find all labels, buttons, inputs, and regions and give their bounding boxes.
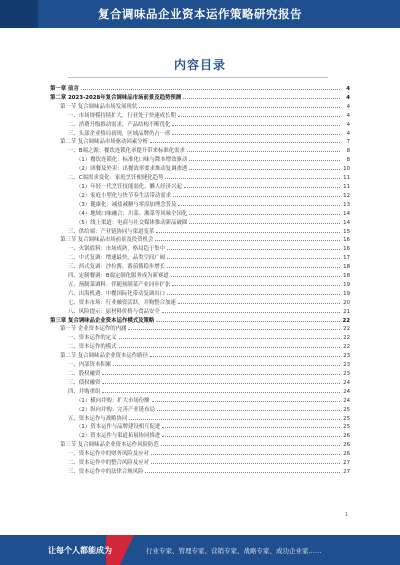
toc-entry-title: 一、市场规模持续扩大，行业处于快速成长期 — [68, 112, 176, 119]
toc-entry[interactable] — [50, 102, 350, 111]
toc-entry-page: 15 — [343, 228, 350, 235]
toc-entry-page: 23 — [343, 362, 350, 369]
toc-leader-dots — [172, 280, 340, 286]
toc-entry[interactable] — [50, 111, 350, 120]
toc-entry-title: 三、资本运作中的法律合规风险 — [68, 468, 144, 475]
toc-leader-dots — [172, 129, 340, 135]
toc-entry[interactable] — [50, 414, 350, 423]
footer-slogan: 让每个人都能成为 — [48, 546, 112, 555]
toc-entry[interactable] — [50, 458, 350, 467]
toc-entry-title: 三、供给端：产业链协同与渠道变革 — [68, 228, 155, 235]
toc-entry-title: 第三章 复合调味品企业资本运作模式及策略 — [50, 317, 155, 324]
toc-leader-dots — [189, 218, 340, 224]
toc-leader-dots — [150, 351, 340, 357]
toc-entry-page: 14 — [343, 219, 350, 226]
toc-entry-page: 19 — [343, 281, 350, 288]
toc-entry-title: 二、资本运作中的整合风险及应对 — [68, 460, 149, 467]
toc-entry-page: 21 — [343, 308, 350, 315]
toc-entry-title: 一、火锅底料：市场成熟，格局趋于集中 — [68, 246, 166, 253]
toc-leader-dots — [119, 342, 340, 348]
toc-leader-dots — [155, 235, 340, 241]
toc-entry-title: 四、并购重组 — [68, 388, 101, 395]
toc-leader-dots — [162, 422, 340, 428]
toc-entry[interactable] — [50, 146, 350, 155]
toc-entry-page: 4 — [346, 103, 350, 110]
toc-entry-title: 第三节 复合调味品企业资本运作风险防范 — [60, 442, 159, 449]
toc-entry[interactable] — [50, 333, 350, 342]
toc-entry-page: 24 — [343, 379, 350, 386]
toc-leader-dots — [161, 440, 340, 446]
toc-entry[interactable] — [50, 209, 350, 218]
toc-entry-title: 五、资本运作与战略协同 — [68, 415, 128, 422]
toc-entry-title: 四、定制餐调：B端定制化服务成为新赛道 — [68, 273, 169, 280]
toc-entry-page: 26 — [343, 451, 350, 458]
toc-entry[interactable] — [50, 129, 350, 138]
toc-leader-dots — [167, 244, 340, 250]
toc-entry-page: 24 — [343, 397, 350, 404]
toc-entry-title: 三、头部企业格局初现，区域品牌仍占一席 — [68, 130, 171, 137]
toc-entry-title: 第二节 复合调味品企业资本运作路径 — [60, 353, 148, 360]
toc-entry-title: 一、B端之源：餐饮连锁化率提升带来标准化需求 — [68, 148, 185, 155]
toc-leader-dots — [102, 378, 340, 384]
toc-entry-page: 23 — [343, 371, 350, 377]
toc-entry[interactable] — [50, 120, 350, 129]
toc-entry-title: 第二节 复合调味品市场驱动因素分析 — [60, 139, 148, 146]
toc-entry-title: （2）纵向并购：完善产业链布局 — [76, 406, 155, 413]
toc-leader-dots — [172, 120, 340, 126]
toc-entry-page: 27 — [343, 468, 350, 475]
toc-entry-page: 19 — [343, 290, 350, 297]
toc-entry-title: 二、消费升级推动需求，产品结构不断优化 — [68, 121, 171, 128]
toc-leader-dots — [102, 369, 340, 375]
toc-entry-title: 第一节 复合调味品市场发展现状 — [60, 103, 138, 110]
toc-leader-dots — [162, 431, 340, 437]
toc-entry-page: 22 — [342, 317, 350, 324]
toc-entry-page: 4 — [346, 94, 350, 101]
toc-entry-page: 8 — [346, 148, 350, 155]
toc-entry[interactable] — [50, 440, 350, 449]
toc-entry-page: 13 — [343, 201, 350, 208]
toc-leader-dots — [167, 289, 340, 295]
toc-entry-title: 第一节 企业资本运作的内涵 — [60, 326, 127, 333]
toc-entry[interactable] — [50, 396, 350, 405]
page-number: 1 — [344, 512, 348, 518]
toc-entry-page: 18 — [343, 273, 350, 280]
toc-entry-title: 三、债权融资 — [68, 379, 101, 386]
toc-entry-page: 18 — [343, 264, 350, 271]
toc-entry-page: 24 — [343, 388, 350, 395]
table-of-contents — [50, 84, 350, 476]
toc-entry-title: 二、资本运作的模式 — [68, 344, 117, 351]
toc-entry[interactable] — [50, 324, 350, 333]
toc-entry-title: 一、资本运作中的财务风险及应对 — [68, 451, 149, 458]
toc-entry[interactable] — [50, 262, 350, 271]
toc-leader-dots — [151, 458, 340, 464]
toc-entry[interactable] — [50, 422, 350, 431]
footer-tagline: 行业专家、管理专家、营销专家、战略专家、成功企业家…… — [146, 547, 322, 555]
toc-leader-dots — [171, 271, 340, 277]
toc-entry[interactable] — [50, 360, 350, 369]
toc-entry[interactable] — [50, 449, 350, 458]
toc-entry[interactable] — [50, 307, 350, 316]
toc-leader-dots — [81, 84, 340, 90]
toc-entry[interactable] — [50, 155, 350, 164]
toc-entry-page: 14 — [343, 210, 350, 217]
toc-entry[interactable] — [50, 431, 350, 440]
toc-entry-page: 25 — [343, 406, 350, 413]
toc-entry-title: （2）资本运作与渠道拓展协同推进 — [76, 433, 161, 440]
toc-leader-dots — [139, 102, 340, 108]
toc-entry-page: 4 — [346, 112, 350, 119]
toc-entry[interactable] — [50, 378, 350, 387]
toc-leader-dots — [151, 449, 340, 455]
toc-entry[interactable] — [50, 84, 350, 93]
report-header-bar — [0, 0, 400, 28]
toc-entry[interactable] — [50, 218, 350, 227]
toc-entry[interactable] — [50, 351, 350, 360]
toc-entry-title: 七、资本市场：行业融资活跃，并购整合加速 — [68, 299, 176, 306]
toc-entry[interactable] — [50, 235, 350, 244]
toc-title: 内容目录 — [173, 58, 226, 72]
toc-entry-title: 三、西式复调：沙拉酱、番茄酱稳步增长 — [68, 264, 166, 271]
toc-entry[interactable] — [50, 342, 350, 351]
toc-entry[interactable] — [50, 369, 350, 378]
toc-entry-title: （2）团餐及外卖：出餐效率要求推动复调渗透 — [76, 166, 188, 173]
toc-leader-dots — [162, 307, 340, 313]
toc-entry[interactable] — [50, 253, 350, 262]
toc-entry-title: 一、资本运作的定义 — [68, 335, 117, 342]
toc-entry-page: 23 — [343, 353, 350, 360]
toc-entry[interactable] — [50, 316, 350, 325]
toc-leader-dots — [173, 191, 340, 197]
footer-bar — [0, 535, 400, 565]
toc-entry-page: 17 — [343, 255, 350, 262]
toc-entry-title: 第一章 前言 — [50, 86, 79, 92]
toc-entry-page: 8 — [346, 157, 350, 164]
toc-entry-title: 六、出海机遇：中餐国际化带动复调出口 — [68, 290, 166, 297]
toc-leader-dots — [184, 182, 340, 188]
toc-entry-title: （1）横向并购：扩大市场份额 — [76, 397, 150, 404]
toc-entry-title: 第三节 复合调味品市场前景及投资机会 — [60, 237, 154, 244]
toc-leader-dots — [165, 173, 340, 179]
toc-leader-dots — [129, 414, 340, 420]
toc-entry-page: 11 — [343, 183, 350, 190]
toc-leader-dots — [119, 333, 340, 339]
toc-entry-title: （5）线上渠道：电商与社交媒体推动新品破圈 — [76, 219, 188, 226]
toc-entry-page: 26 — [343, 433, 350, 440]
toc-leader-dots — [189, 155, 340, 161]
toc-entry-page: 4 — [346, 130, 350, 137]
toc-entry[interactable] — [50, 164, 350, 173]
toc-entry-page: 22 — [343, 344, 350, 351]
toc-entry-title: （1）年轻一代烹饪技能弱化，懒人经济兴起 — [76, 183, 182, 190]
toc-entry-page: 20 — [343, 299, 350, 306]
toc-leader-dots — [167, 253, 340, 259]
toc-leader-dots — [128, 324, 340, 330]
toc-entry[interactable] — [50, 467, 350, 476]
toc-leader-dots — [167, 262, 340, 268]
toc-entry[interactable] — [50, 280, 350, 289]
toc-entry[interactable] — [50, 387, 350, 396]
toc-entry[interactable] — [50, 137, 350, 146]
toc-entry-page: 22 — [343, 335, 350, 342]
toc-entry-page: 25 — [343, 424, 350, 431]
toc-entry-page: 22 — [343, 326, 350, 333]
toc-leader-dots — [178, 200, 340, 206]
toc-leader-dots — [178, 111, 340, 117]
toc-entry-title: 二、C端需求变化：家庭烹饪便捷化趋势 — [68, 175, 164, 182]
toc-leader-dots — [150, 137, 340, 143]
toc-entry-title: 八、风险提示：原材料价格与食品安全 — [68, 308, 160, 315]
toc-leader-dots — [189, 164, 340, 170]
toc-entry-page: 16 — [343, 246, 350, 253]
toc-leader-dots — [183, 93, 340, 99]
report-title: 复合调味品企业资本运作策略研究报告 — [98, 7, 302, 21]
toc-leader-dots — [152, 396, 340, 402]
toc-leader-dots — [145, 467, 340, 473]
toc-entry-title: 第二章 2023-2028年复合调味品市场前景及趋势预测 — [50, 94, 182, 101]
toc-entry[interactable] — [50, 191, 350, 200]
toc-entry-page: 27 — [343, 460, 350, 467]
toc-entry-title: 二、中式复调：增速最快，品类空间广阔 — [68, 255, 166, 262]
toc-entry-page: 11 — [343, 175, 350, 182]
toc-entry-page: 12 — [343, 192, 350, 199]
toc-entry[interactable] — [50, 227, 350, 236]
toc-entry[interactable] — [50, 200, 350, 209]
toc-entry[interactable] — [50, 182, 350, 191]
toc-entry[interactable] — [50, 93, 350, 102]
toc-leader-dots — [189, 209, 340, 215]
toc-entry-title: 二、股权融资 — [68, 371, 101, 377]
toc-entry[interactable] — [50, 271, 350, 280]
toc-entry[interactable] — [50, 298, 350, 307]
toc-entry-page: 26 — [343, 442, 350, 449]
toc-entry-page: 25 — [343, 415, 350, 422]
toc-entry-title: 五、预制菜调料：伴随预制菜产业同步扩张 — [68, 281, 171, 288]
toc-leader-dots — [178, 298, 340, 304]
toc-leader-dots — [157, 405, 340, 411]
toc-entry-title: 一、内部资本积累 — [68, 362, 112, 369]
toc-entry-page: 4 — [346, 86, 350, 92]
toc-leader-dots — [113, 360, 340, 366]
footer-accent-slant — [120, 535, 134, 565]
toc-entry[interactable] — [50, 173, 350, 182]
toc-entry-page: 16 — [343, 237, 350, 244]
toc-entry-title: （4）地域口味融合：川菜、湘菜等风味全国化 — [76, 210, 188, 217]
toc-entry-page: 4 — [346, 121, 350, 128]
toc-entry-title: （3）健康化：减盐减糖与零添加理念普及 — [76, 201, 177, 208]
toc-leader-dots — [156, 227, 340, 233]
toc-leader-dots — [156, 316, 340, 322]
toc-entry-page: 10 — [343, 166, 350, 173]
toc-entry-title: （1）资本运作与品牌建设相互促进 — [76, 424, 161, 431]
toc-entry-title: （2）家庭小型化与快节奏生活带动需求 — [76, 192, 172, 199]
toc-entry[interactable] — [50, 244, 350, 253]
toc-divider — [68, 77, 328, 78]
toc-leader-dots — [102, 387, 340, 393]
toc-entry-title: （1）餐饮连锁化：标准化口味与降本增效驱动 — [76, 157, 188, 164]
toc-entry[interactable] — [50, 405, 350, 414]
toc-entry-page: 7 — [346, 139, 350, 146]
toc-leader-dots — [187, 146, 340, 152]
toc-entry[interactable] — [50, 289, 350, 298]
